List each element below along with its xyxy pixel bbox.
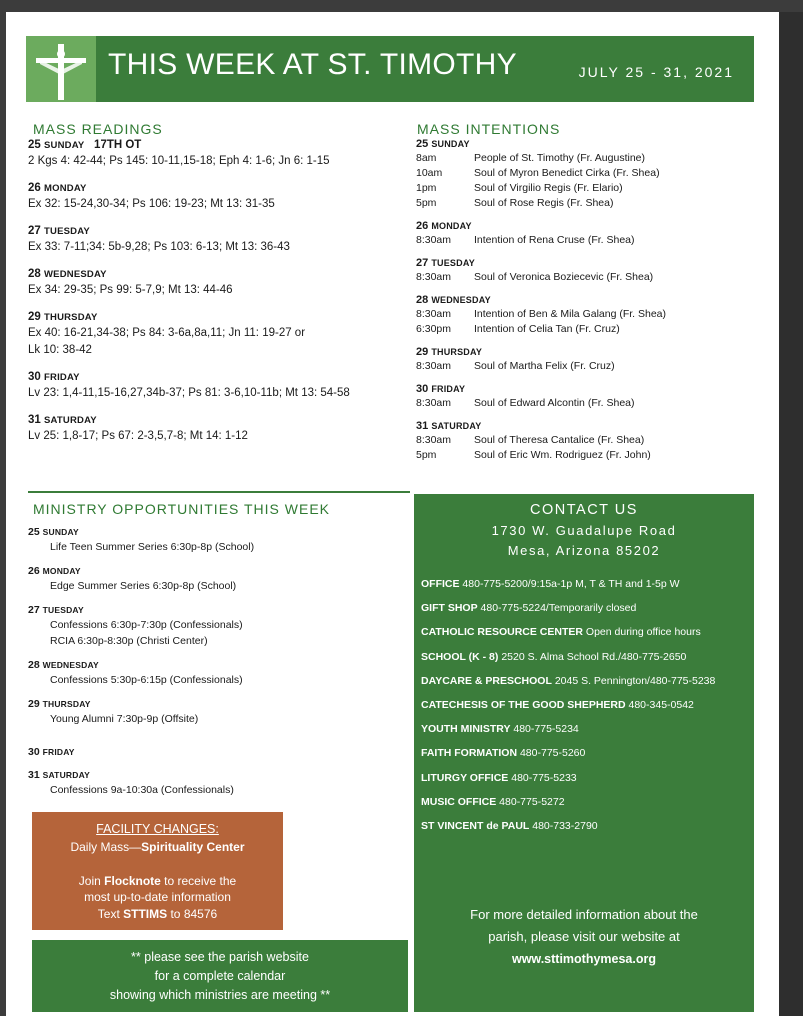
calendar-note-line: for a complete calendar bbox=[154, 969, 286, 983]
intention-text: Intention of Ben & Mila Galang (Fr. Shea) bbox=[474, 308, 667, 320]
day-number: 29 bbox=[28, 311, 41, 323]
contact-value: 480-775-5260 bbox=[519, 747, 586, 760]
day-heading bbox=[416, 419, 756, 433]
day-heading bbox=[416, 137, 756, 151]
contact-label: SCHOOL (K - 8) bbox=[421, 650, 499, 663]
intention-time: 8:30am bbox=[416, 397, 452, 409]
ministry-day bbox=[28, 658, 408, 688]
reading-citation: Ex 33: 7-11;34: 5b-9,28; Ps 103: 6-13; Mt 13: 36-43 bbox=[28, 241, 290, 253]
facility-join: Join Flocknote to receive the bbox=[78, 874, 237, 888]
intention-time: 8:30am bbox=[416, 271, 452, 283]
day-name: SATURDAY bbox=[431, 421, 482, 431]
reading-day bbox=[28, 310, 408, 359]
intention-row bbox=[416, 396, 756, 411]
intention-row bbox=[416, 233, 756, 248]
contact-row bbox=[421, 747, 751, 771]
intention-day bbox=[416, 345, 756, 374]
contact-row bbox=[421, 626, 751, 650]
day-name: THURSDAY bbox=[42, 699, 91, 709]
ministry-day bbox=[28, 525, 408, 555]
section-divider bbox=[28, 491, 410, 493]
contact-label: LITURGY OFFICE bbox=[421, 771, 509, 784]
contact-label: ST VINCENT de PAUL bbox=[421, 819, 530, 832]
intention-text: Soul of Rose Regis (Fr. Shea) bbox=[474, 197, 614, 209]
reading-day bbox=[28, 181, 408, 213]
intention-time: 6:30pm bbox=[416, 323, 452, 335]
intention-row bbox=[416, 433, 756, 448]
day-name: FRIDAY bbox=[42, 747, 75, 757]
day-number: 29 bbox=[416, 346, 429, 358]
contact-label: DAYCARE & PRESCHOOL bbox=[421, 674, 552, 687]
day-name: WEDNESDAY bbox=[431, 295, 491, 305]
day-number: 27 bbox=[416, 257, 429, 269]
facility-text-line: Text STTIMS to 84576 bbox=[97, 907, 218, 921]
reading-day bbox=[28, 370, 408, 402]
mass-intentions-list bbox=[416, 137, 756, 471]
day-name: SUNDAY bbox=[44, 140, 85, 151]
ministry-day bbox=[28, 697, 408, 727]
day-name: SUNDAY bbox=[431, 139, 470, 149]
contact-value: 2520 S. Alma School Rd./480-775-2650 bbox=[501, 650, 687, 663]
intention-time: 8:30am bbox=[416, 308, 452, 320]
reading-citation: Ex 32: 15-24,30-34; Ps 106: 19-23; Mt 13: 31-35 bbox=[28, 198, 275, 210]
day-number: 28 bbox=[416, 294, 429, 306]
reading-citation: Lk 10: 38-42 bbox=[28, 344, 92, 356]
intention-row bbox=[416, 151, 756, 166]
contact-value: 480-775-5272 bbox=[499, 795, 565, 808]
day-number: 26 bbox=[28, 182, 41, 194]
intention-text: Soul of Edward Alcontin (Fr. Shea) bbox=[474, 397, 635, 409]
reading-day bbox=[28, 413, 408, 445]
intention-time: 8:30am bbox=[416, 360, 452, 372]
day-number: 30 bbox=[416, 383, 429, 395]
contact-label: GIFT SHOP bbox=[421, 602, 478, 615]
day-number: 25 bbox=[28, 139, 41, 151]
calendar-note-line: ** please see the parish website bbox=[131, 950, 309, 964]
ministry-item: Life Teen Summer Series 6:30p-8p (School) bbox=[50, 541, 255, 553]
ministry-day bbox=[28, 745, 408, 759]
intention-day bbox=[416, 419, 756, 463]
intention-text: Soul of Martha Felix (Fr. Cruz) bbox=[474, 360, 615, 372]
day-heading bbox=[28, 370, 408, 385]
day-name: FRIDAY bbox=[44, 372, 80, 383]
contact-value: 480-775-5200/9:15a-1p M, T & TH and 1-5p W bbox=[462, 578, 680, 590]
contact-row bbox=[421, 796, 751, 820]
ministry-day bbox=[28, 768, 408, 798]
contact-value: 480-345-0542 bbox=[628, 698, 694, 711]
reading-citation: Ex 40: 16-21,34-38; Ps 84: 3-6a,8a,11; Jn 11: 19-27 or bbox=[28, 327, 306, 339]
day-heading bbox=[28, 181, 408, 196]
day-number: 31 bbox=[28, 769, 40, 781]
contact-row bbox=[421, 820, 751, 844]
contact-row bbox=[421, 675, 751, 699]
ministry-title: MINISTRY OPPORTUNITIES THIS WEEK bbox=[33, 501, 331, 517]
website-link[interactable]: www.sttimothymesa.org bbox=[511, 952, 656, 966]
ministry-item: Confessions 9a-10:30a (Confessionals) bbox=[50, 784, 234, 796]
facility-daily-mass: Daily Mass—Spirituality Center bbox=[70, 840, 245, 854]
contact-label: CATHOLIC RESOURCE CENTER bbox=[421, 626, 583, 639]
contact-box bbox=[414, 494, 754, 1012]
intention-text: Soul of Eric Wm. Rodriguez (Fr. John) bbox=[474, 449, 651, 461]
day-heading bbox=[28, 267, 408, 282]
reading-day bbox=[28, 267, 408, 299]
reading-citation: Lv 23: 1,4-11,15-16,27,34b-37; Ps 81: 3-6,10-11b; Mt 13: 54-58 bbox=[28, 387, 350, 399]
day-number: 26 bbox=[416, 220, 429, 232]
day-number: 26 bbox=[28, 565, 40, 577]
day-name: THURSDAY bbox=[44, 312, 98, 323]
contact-list bbox=[421, 578, 751, 844]
intention-row bbox=[416, 181, 756, 196]
mass-intentions-title: MASS INTENTIONS bbox=[417, 121, 561, 137]
facility-info: most up-to-date information bbox=[84, 890, 231, 904]
reading-citation: Lv 25: 1,8-17; Ps 67: 2-3,5,7-8; Mt 14: 1-12 bbox=[28, 430, 248, 442]
contact-label: MUSIC OFFICE bbox=[421, 795, 497, 808]
intention-text: Soul of Theresa Cantalice (Fr. Shea) bbox=[474, 434, 645, 446]
contact-value: Open during office hours bbox=[585, 626, 701, 639]
intention-time: 10am bbox=[416, 167, 443, 179]
day-heading bbox=[28, 768, 408, 782]
day-heading bbox=[28, 658, 408, 672]
contact-footer: For more detailed information about the parish, please visit our website at www.sttimothymesa.org bbox=[414, 904, 754, 970]
day-number: 27 bbox=[28, 604, 40, 616]
calendar-note-box bbox=[32, 940, 408, 1012]
day-heading bbox=[28, 564, 408, 578]
ministry-list bbox=[28, 525, 408, 807]
intention-row bbox=[416, 359, 756, 374]
ministry-day bbox=[28, 603, 408, 649]
day-number: 31 bbox=[28, 414, 41, 426]
day-heading bbox=[28, 413, 408, 428]
intention-row bbox=[416, 322, 756, 337]
intention-row bbox=[416, 166, 756, 181]
contact-value: 480-775-5234 bbox=[513, 723, 579, 736]
date-range: JULY 25 - 31, 2021 bbox=[578, 64, 734, 80]
intention-text: Soul of Veronica Boziecevic (Fr. Shea) bbox=[474, 271, 654, 283]
intention-day bbox=[416, 256, 756, 285]
day-heading bbox=[416, 293, 756, 307]
day-name: TUESDAY bbox=[431, 258, 475, 268]
day-number: 28 bbox=[28, 659, 40, 671]
ministry-item: RCIA 6:30p-8:30p (Christi Center) bbox=[50, 635, 208, 647]
page-edge bbox=[779, 12, 803, 1016]
contact-label: OFFICE bbox=[421, 578, 460, 590]
day-name: TUESDAY bbox=[42, 605, 84, 615]
header-banner bbox=[26, 36, 754, 102]
intention-text: Intention of Celia Tan (Fr. Cruz) bbox=[474, 323, 620, 335]
reading-citation: 2 Kgs 4: 42-44; Ps 145: 10-11,15-18; Eph 4: 1-6; Jn 6: 1-15 bbox=[28, 155, 330, 167]
intention-row bbox=[416, 307, 756, 322]
day-heading bbox=[28, 138, 408, 153]
day-heading bbox=[28, 310, 408, 325]
crucifix-logo-icon bbox=[26, 36, 96, 102]
intention-row bbox=[416, 270, 756, 285]
intention-row bbox=[416, 448, 756, 463]
day-number: 28 bbox=[28, 268, 41, 280]
day-name: THURSDAY bbox=[431, 347, 483, 357]
reading-day bbox=[28, 138, 408, 170]
intention-time: 8am bbox=[416, 152, 437, 164]
day-name: SATURDAY bbox=[42, 770, 91, 780]
intention-time: 8:30am bbox=[416, 234, 452, 246]
contact-value: 480-775-5224/Temporarily closed bbox=[480, 602, 637, 615]
facility-title: FACILITY CHANGES: bbox=[96, 822, 219, 836]
reading-day bbox=[28, 224, 408, 256]
mass-readings-title: MASS READINGS bbox=[33, 121, 163, 137]
contact-address-street: 1730 W. Guadalupe Road bbox=[491, 523, 677, 538]
ministry-day bbox=[28, 564, 408, 594]
intention-day bbox=[416, 219, 756, 248]
day-name: SUNDAY bbox=[42, 527, 79, 537]
day-heading bbox=[28, 745, 408, 759]
intention-day bbox=[416, 137, 756, 211]
day-name: WEDNESDAY bbox=[44, 269, 107, 280]
intention-row bbox=[416, 196, 756, 211]
day-name: FRIDAY bbox=[431, 384, 466, 394]
contact-label: FAITH FORMATION bbox=[421, 747, 518, 760]
day-heading bbox=[416, 382, 756, 396]
intention-text: Soul of Myron Benedict Cirka (Fr. Shea) bbox=[474, 167, 660, 179]
contact-label: CATECHESIS OF THE GOOD SHEPHERD bbox=[421, 698, 626, 711]
day-heading bbox=[28, 525, 408, 539]
day-number: 25 bbox=[416, 138, 429, 150]
day-heading bbox=[416, 345, 756, 359]
intention-text: Soul of Virgilio Regis (Fr. Elario) bbox=[474, 182, 623, 194]
contact-value: 480-733-2790 bbox=[532, 819, 598, 832]
day-number: 31 bbox=[416, 420, 429, 432]
day-heading bbox=[28, 697, 408, 711]
contact-value: 480-775-5233 bbox=[511, 771, 577, 784]
day-number: 25 bbox=[28, 526, 40, 538]
day-name: MONDAY bbox=[431, 221, 472, 231]
ministry-item: Young Alumni 7:30p-9p (Offsite) bbox=[50, 713, 199, 725]
day-name: TUESDAY bbox=[44, 226, 90, 237]
intention-time: 1pm bbox=[416, 182, 437, 194]
contact-label: YOUTH MINISTRY bbox=[421, 723, 511, 736]
intention-time: 5pm bbox=[416, 197, 437, 209]
contact-row bbox=[421, 651, 751, 675]
intention-time: 5pm bbox=[416, 449, 437, 461]
intention-day bbox=[416, 382, 756, 411]
day-heading bbox=[28, 224, 408, 239]
contact-address-city: Mesa, Arizona 85202 bbox=[507, 543, 661, 558]
liturgical-week: 17TH OT bbox=[94, 139, 142, 151]
day-name: SATURDAY bbox=[44, 415, 97, 426]
contact-row bbox=[421, 578, 751, 602]
reading-citation: Ex 34: 29-35; Ps 99: 5-7,9; Mt 13: 44-46 bbox=[28, 284, 233, 296]
ministry-item: Confessions 5:30p-6:15p (Confessionals) bbox=[50, 674, 243, 686]
day-name: WEDNESDAY bbox=[42, 660, 99, 670]
intention-time: 8:30am bbox=[416, 434, 452, 446]
day-number: 30 bbox=[28, 371, 41, 383]
contact-row bbox=[421, 723, 751, 747]
day-number: 30 bbox=[28, 746, 40, 758]
facility-changes-box bbox=[32, 812, 283, 930]
intention-text: People of St. Timothy (Fr. Augustine) bbox=[474, 152, 645, 164]
contact-row bbox=[421, 772, 751, 796]
contact-title: CONTACT US bbox=[530, 502, 638, 518]
intention-text: Intention of Rena Cruse (Fr. Shea) bbox=[474, 234, 635, 246]
day-number: 29 bbox=[28, 698, 40, 710]
day-heading bbox=[416, 219, 756, 233]
contact-row bbox=[421, 602, 751, 626]
page-title: THIS WEEK AT ST. TIMOTHY bbox=[108, 48, 517, 81]
ministry-item: Edge Summer Series 6:30p-8p (School) bbox=[50, 580, 237, 592]
intention-day bbox=[416, 293, 756, 337]
day-name: MONDAY bbox=[42, 566, 81, 576]
day-number: 27 bbox=[28, 225, 41, 237]
ministry-item: Confessions 6:30p-7:30p (Confessionals) bbox=[50, 619, 243, 631]
day-name: MONDAY bbox=[44, 183, 87, 194]
contact-value: 2045 S. Pennington/480-775-5238 bbox=[554, 674, 716, 687]
calendar-note-line: showing which ministries are meeting ** bbox=[109, 988, 331, 1002]
day-heading bbox=[416, 256, 756, 270]
contact-row bbox=[421, 699, 751, 723]
mass-readings-list bbox=[28, 138, 408, 456]
day-heading bbox=[28, 603, 408, 617]
